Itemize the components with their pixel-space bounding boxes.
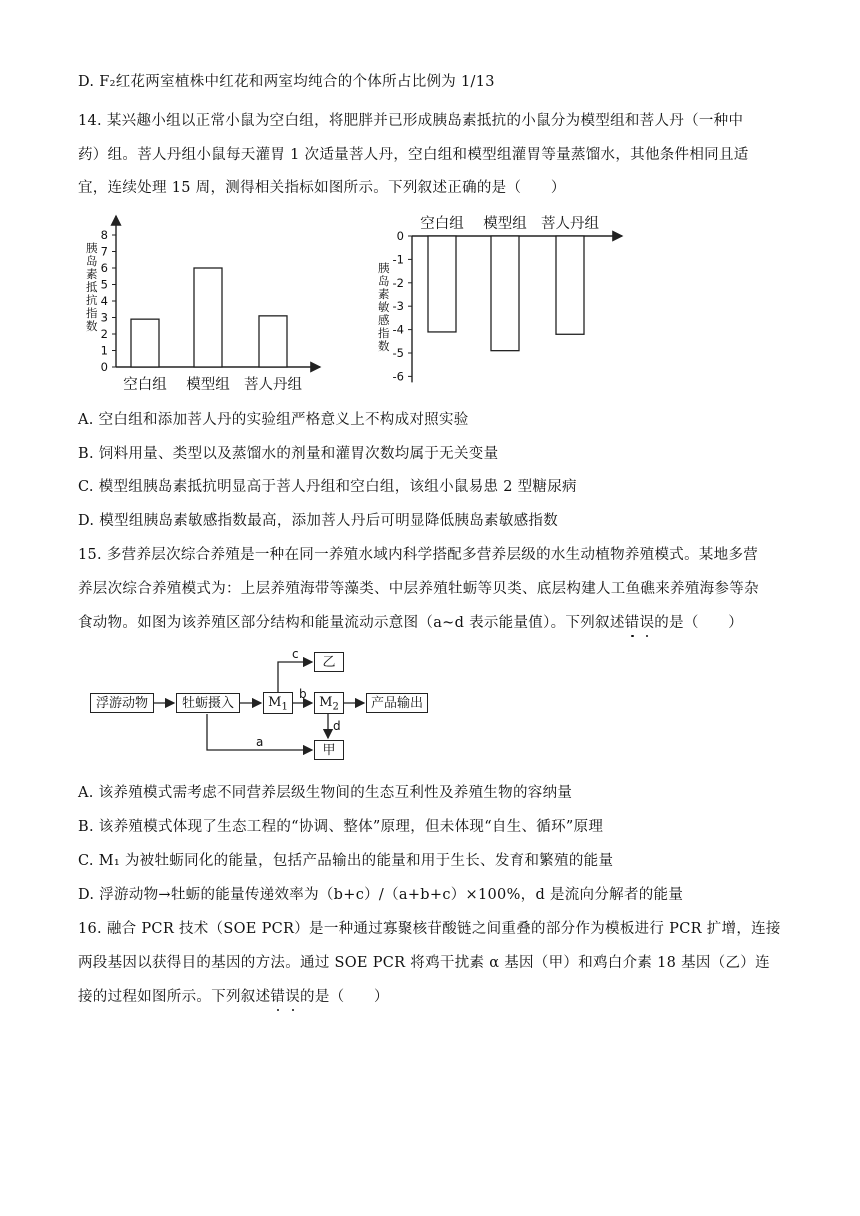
- plankton-box: 浮游动物: [90, 693, 154, 713]
- yi-box: 乙: [314, 652, 344, 672]
- emphasis-wrong: 错误: [270, 989, 301, 1005]
- m1-box: $M_1$: [263, 692, 293, 714]
- emphasis-wrong: 错误: [624, 615, 655, 631]
- chart1-ytick-label: 6: [100, 261, 108, 275]
- flow-label-b: b: [299, 687, 307, 701]
- chart1-ylabel-char: 抗: [86, 293, 98, 307]
- chart2-ylabel-char: 指: [378, 326, 390, 340]
- chart2-category-label: 空白组: [420, 216, 464, 232]
- chart1-ytick-label: 4: [100, 294, 108, 308]
- q14-stem-line-1: 14. 某兴趣小组以正常小鼠为空白组，将肥胖并已形成胰岛素抵抗的小鼠分为模型组和菩人丹（一种中: [78, 113, 744, 129]
- chart1-ylabel-char: 指: [86, 306, 98, 320]
- chart2-ylabel-char: 感: [378, 313, 390, 327]
- flow-label-a: a: [256, 735, 264, 749]
- chart2-ytick-label: -2: [392, 275, 404, 290]
- product-output-box: 产品输出: [366, 693, 428, 713]
- chart1-category-label: 模型组: [186, 377, 230, 393]
- chart2-ylabel-char: 敏: [378, 300, 390, 314]
- chart1-category-label: 空白组: [123, 377, 167, 393]
- chart2-ytick-label: -1: [392, 252, 404, 267]
- q16-stem-line-2: 两段基因以获得目的基因的方法。通过 SOE PCR 将鸡干扰素 α 基因（甲）和鸡白介素 18 基因（乙）连: [78, 955, 770, 971]
- chart2-ylabel-char: 胰: [378, 261, 390, 275]
- oyster-intake-box: 牡蛎摄入: [176, 693, 240, 713]
- m2-box: $M_2$: [314, 692, 344, 714]
- q15-option-a: A. 该养殖模式需考虑不同营养层级生物间的生态互利性及养殖生物的容纳量: [78, 785, 573, 801]
- chart2-ytick-label: -5: [392, 346, 404, 360]
- q13-option-d: D. F₂红花两室植株中红花和两室均纯合的个体所占比例为 1/13: [78, 74, 495, 90]
- q14-option-b: B. 饲料用量、类型以及蒸馏水的剂量和灌胃次数均属于无关变量: [78, 446, 499, 462]
- q14-option-a: A. 空白组和添加菩人丹的实验组严格意义上不构成对照实验: [78, 412, 469, 428]
- q15-option-d: D. 浮游动物→牡蛎的能量传递效率为（b+c）/（a+b+c）×100%，d 是流向分解者的能量: [78, 887, 684, 903]
- chart2-ylabel-char: 数: [378, 339, 390, 353]
- chart1-category-label: 菩人丹组: [244, 377, 302, 393]
- q15-stem-line-1: 15. 多营养层次综合养殖是一种在同一养殖水域内科学搭配多营养层级的水生动植物养殖模式。某地多营: [78, 547, 759, 563]
- chart1-ytick-label: 5: [100, 277, 108, 292]
- q14-option-c: C. 模型组胰岛素抵抗明显高于菩人丹组和空白组，该组小鼠易患 2 型糖尿病: [78, 479, 577, 495]
- chart2-ytick-label: 0: [396, 229, 404, 243]
- q15-stem-line-2: 养层次综合养殖模式为：上层养殖海带等藻类、中层养殖牡蛎等贝类、底层构建人工鱼礁来养殖海参等杂: [78, 581, 759, 597]
- chart1-ytick-label: 2: [100, 327, 108, 341]
- chart2-ylabel-char: 岛: [378, 274, 390, 288]
- q15-option-c: C. M₁ 为被牡蛎同化的能量，包括产品输出的能量和用于生长、发育和繁殖的能量: [78, 853, 614, 869]
- q14-option-d: D. 模型组胰岛素敏感指数最高，添加菩人丹后可明显降低胰岛素敏感指数: [78, 513, 559, 529]
- flow-label-c: c: [292, 647, 299, 661]
- chart1-ylabel-char: 抵: [86, 280, 98, 294]
- chart1-ylabel-char: 胰: [86, 241, 98, 255]
- chart1-ylabel-char: 数: [86, 319, 98, 333]
- chart1-ytick-label: 8: [100, 228, 108, 242]
- q16-stem-line-1: 16. 融合 PCR 技术（SOE PCR）是一种通过寡聚核苷酸链之间重叠的部分作为模板进行 PCR 扩增，连接: [78, 921, 781, 937]
- chart2-ytick-label: -6: [392, 369, 404, 384]
- chart2-ylabel-char: 素: [378, 287, 390, 301]
- q14-stem-line-2: 药）组。菩人丹组小鼠每天灌胃 1 次适量菩人丹，空白组和模型组灌胃等量蒸馏水，其他条件相同且适: [78, 147, 749, 163]
- chart1-ytick-label: 3: [100, 310, 108, 325]
- chart1-ylabel-char: 素: [86, 267, 98, 281]
- chart2-category-label: 模型组: [483, 216, 527, 232]
- chart1-ytick-label: 7: [100, 244, 108, 259]
- chart1-ytick-label: 0: [100, 360, 108, 374]
- chart2-category-label: 菩人丹组: [541, 216, 599, 232]
- q15-stem-line-3: 食动物。如图为该养殖区部分结构和能量流动示意图（a~d 表示能量值）。下列叙述错误的是（ ）: [78, 615, 744, 631]
- q15-option-b: B. 该养殖模式体现了生态工程的“协调、整体”原理，但未体现“自生、循环”原理: [78, 819, 604, 835]
- flow-label-d: d: [333, 719, 341, 733]
- q14-stem-line-3: 宜，连续处理 15 周，测得相关指标如图所示。下列叙述正确的是（ ）: [78, 180, 566, 196]
- chart2-ytick-label: -4: [392, 322, 404, 337]
- q16-stem-line-3: 接的过程如图所示。下列叙述错误的是（ ）: [78, 989, 389, 1005]
- chart1-ytick-label: 1: [100, 343, 108, 358]
- jia-box: 甲: [314, 740, 344, 760]
- chart1-ylabel-char: 岛: [86, 254, 98, 268]
- chart2-ytick-label: -3: [392, 299, 404, 314]
